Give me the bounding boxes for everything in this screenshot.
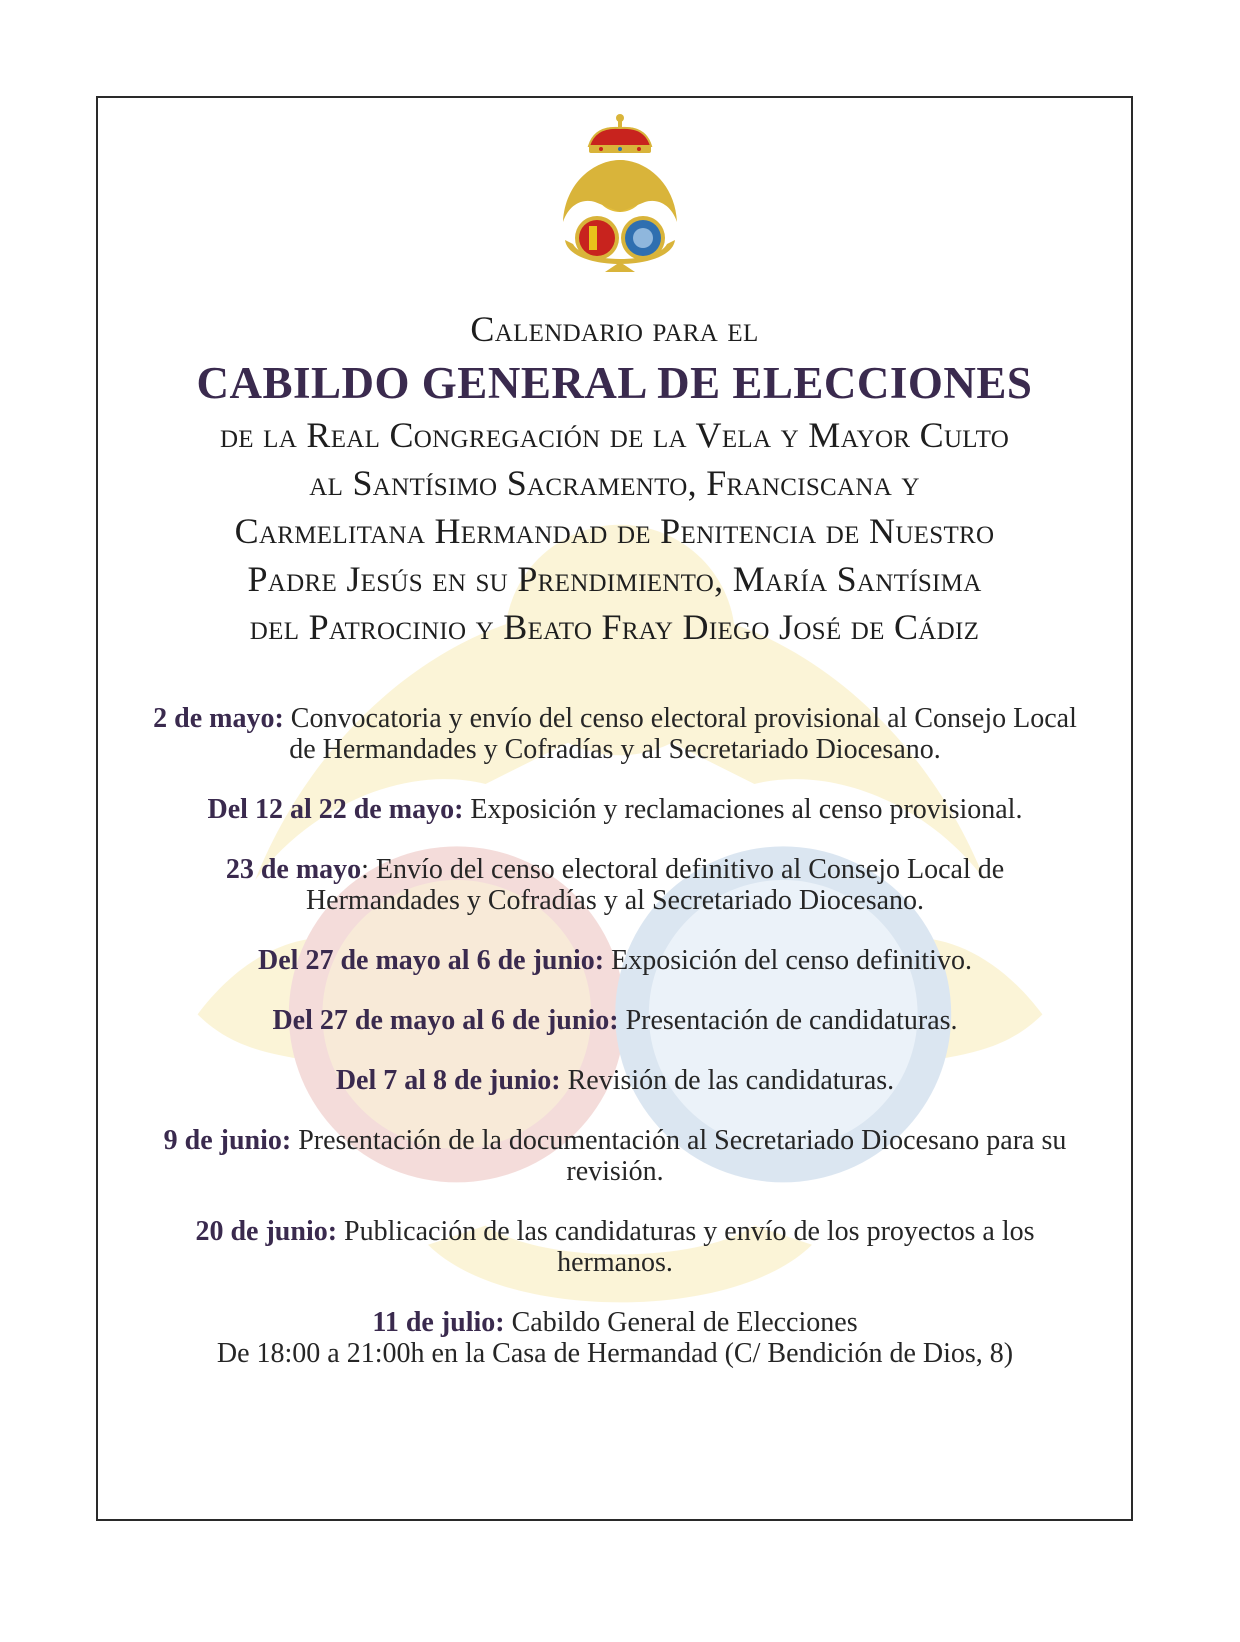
schedule-entry xyxy=(150,945,1080,976)
entry-date: Del 27 de mayo al 6 de junio: xyxy=(272,1005,619,1036)
schedule-entry xyxy=(150,1065,1080,1096)
page-title: CABILDO GENERAL DE ELECCIONES xyxy=(196,358,1033,408)
brotherhood-name-line: Padre Jesús en su Prendimiento, María Santísima xyxy=(247,559,982,599)
entry-text: Exposición del censo definitivo. xyxy=(604,945,972,976)
entry-text: Cabildo General de Elecciones xyxy=(504,1307,858,1338)
entry-date: Del 12 al 22 de mayo: xyxy=(207,794,464,825)
schedule-entry xyxy=(150,794,1080,825)
schedule-entry xyxy=(150,1005,1080,1036)
header-intro: Calendario para el xyxy=(470,309,759,349)
entry-date: Del 27 de mayo al 6 de junio: xyxy=(258,945,605,976)
schedule-entry xyxy=(150,1216,1080,1278)
schedule-entry xyxy=(150,1125,1080,1187)
brotherhood-name xyxy=(96,411,1133,651)
entry-text: Publicación de las candidaturas y envío de los proyectos a los hermanos. xyxy=(337,1216,1035,1278)
entry-text: Revisión de las candidaturas. xyxy=(560,1065,895,1096)
schedule-entry xyxy=(150,1307,1080,1369)
brotherhood-name-line: de la Real Congregación de la Vela y Mayor Culto xyxy=(219,415,1010,455)
schedule-list xyxy=(150,703,1080,1398)
brotherhood-name-line: al Santísimo Sacramento, Franciscana y xyxy=(309,463,920,503)
schedule-entry xyxy=(150,703,1080,765)
brotherhood-name-line: del Patrocinio y Beato Fray Diego José de Cádiz xyxy=(249,607,980,647)
brotherhood-name-line: Carmelitana Hermandad de Penitencia de Nuestro xyxy=(234,511,995,551)
brotherhood-emblem xyxy=(545,112,695,282)
entry-date: 11 de julio: xyxy=(372,1307,505,1338)
entry-date: 20 de junio: xyxy=(195,1216,338,1247)
entry-date: 9 de junio: xyxy=(163,1125,292,1156)
entry-text: Presentación de candidaturas. xyxy=(618,1005,958,1036)
entry-extra: De 18:00 a 21:00h en la Casa de Hermandad (C/ Bendición de Dios, 8) xyxy=(216,1338,1014,1369)
entry-text: Convocatoria y envío del censo electoral provisional al Consejo Local de Hermandades y Cofradías y al Secretariado Diocesano. xyxy=(283,703,1077,765)
entry-text: : Envío del censo electoral definitivo al Consejo Local de Hermandades y Cofradías y al Secretariado Diocesano. xyxy=(305,854,1005,916)
crown-icon xyxy=(589,114,651,153)
entry-date: 2 de mayo: xyxy=(153,703,284,734)
entry-date: Del 7 al 8 de junio: xyxy=(335,1065,561,1096)
header xyxy=(96,305,1133,651)
entry-text: Exposición y reclamaciones al censo provisional. xyxy=(463,794,1023,825)
entry-text: Presentación de la documentación al Secretariado Diocesano para su revisión. xyxy=(291,1125,1067,1187)
schedule-entry xyxy=(150,854,1080,916)
entry-date: 23 de mayo xyxy=(225,854,362,885)
